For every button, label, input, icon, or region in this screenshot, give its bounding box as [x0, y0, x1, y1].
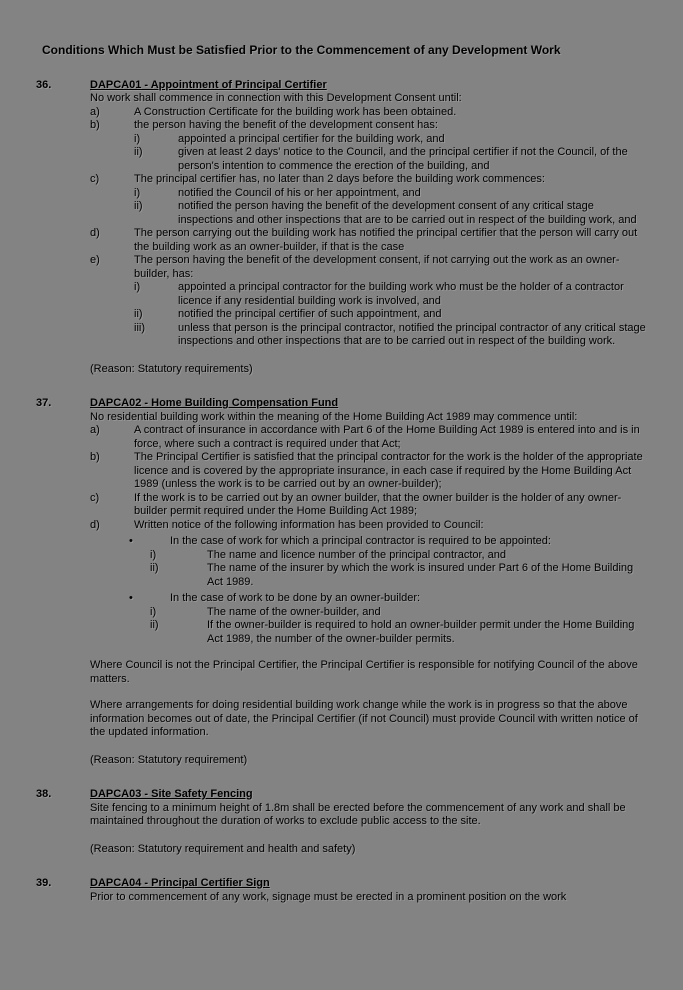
condition-37: [36, 397, 650, 767]
condition-heading: DAPCA02 - Home Building Compensation Fund: [90, 397, 339, 409]
list-item-label: b): [90, 451, 100, 463]
sub-list-item: [134, 308, 650, 322]
list-item-text: The principal certifier has, no later than 2 days before the building work commences:: [134, 173, 545, 185]
paragraph: Where Council is not the Principal Certifier, the Principal Certifier is responsible for notifying Council of the above matters.: [90, 659, 638, 685]
condition-heading: DAPCA04 - Principal Certifier Sign: [90, 877, 270, 889]
sub-item-text: notified the person having the benefit of the development consent of any critical stage inspections and other inspections that are to be carried out in respect of the building work, and: [178, 200, 637, 226]
condition-body: [90, 877, 650, 904]
reason-text: (Reason: Statutory requirement): [90, 753, 248, 766]
sub-item-label: ii): [150, 562, 159, 574]
condition-body: [90, 397, 650, 767]
condition-number: 39.: [36, 877, 52, 889]
sub-list-item: [134, 133, 650, 147]
bullet-sub-item: [134, 619, 650, 646]
sub-item-text: unless that person is the principal contractor, notified the principal contractor of any critical stage inspections and other inspections that are to be carried out in respect of the building work.: [178, 321, 646, 347]
list-item-d: [90, 227, 650, 254]
condition-intro: No residential building work within the meaning of the Home Building Act 1989 may commence until:: [90, 410, 578, 423]
condition-39: [36, 877, 650, 904]
condition-number: 36.: [36, 78, 52, 91]
sub-list-item: [134, 146, 650, 173]
list-item-text: A contract of insurance in accordance with Part 6 of the Home Building Act 1989 is entered into and is in force, where such a contract is required under that Act;: [134, 424, 640, 450]
list-item-d: [90, 519, 650, 647]
condition-text: Site fencing to a minimum height of 1.8m shall be erected before the commencement of any work and shall be maintained throughout the duration of works to exclude public access to the site.: [90, 801, 626, 827]
sub-item-label: ii): [134, 308, 143, 320]
list-item-label: d): [90, 227, 100, 239]
sub-list-item: [134, 281, 650, 308]
list-item-content: [129, 518, 650, 647]
condition-intro: No work shall commence in connection with this Development Consent until:: [90, 92, 462, 104]
sub-item-text: appointed a principal certifier for the building work, and: [178, 132, 445, 145]
sub-item-label: ii): [150, 619, 159, 631]
sub-item-label: iii): [134, 321, 145, 334]
list-item-text: Written notice of the following information has been provided to Council:: [134, 518, 484, 531]
list-item-content: [134, 119, 650, 173]
sub-item-text: notified the principal certifier of such appointment, and: [178, 308, 442, 320]
sub-item-label: i): [150, 548, 157, 561]
sub-item-text: given at least 2 days' notice to the Council, and the principal certifier if not the Council, of the person's intention to commence the erection of the building, and: [178, 146, 628, 172]
list-item-text: If the work is to be carried out by an owner builder, that the owner builder is the holder of any owner-builder permit required under the Home Building Act 1989;: [134, 491, 622, 517]
list-item-text: The person carrying out the building work has notified the principal certifier that the person will carry out the building work as an owner-builder, if that is the case: [134, 227, 638, 253]
list-item-c: [90, 492, 650, 519]
bullet-sub-item: [134, 606, 650, 620]
list-item-content: [134, 254, 650, 349]
bullet-item: [127, 592, 650, 606]
bullet-text: In the case of work for which a principal contractor is required to be appointed:: [170, 535, 551, 547]
condition-number: 38.: [36, 788, 52, 800]
list-item-text: A Construction Certificate for the building work has been obtained.: [134, 105, 457, 118]
list-item-label: a): [90, 105, 100, 118]
list-item-label: c): [90, 491, 100, 504]
sub-item-text: The name of the insurer by which the work is insured under Part 6 of the Home Building Act 1989.: [207, 562, 634, 588]
list-item-b: [90, 119, 650, 173]
list-item-a: [90, 106, 650, 120]
sub-item-label: ii): [134, 200, 143, 212]
list-item-c: [90, 173, 650, 227]
sub-item-text: The name of the owner-builder, and: [207, 605, 381, 618]
condition-text: Prior to commencement of any work, signage must be erected in a prominent position on the work: [90, 890, 567, 903]
list-item-b: [90, 451, 650, 492]
condition-body: [90, 79, 650, 377]
list-item-label: e): [90, 254, 100, 266]
condition-38: [36, 788, 650, 856]
sub-item-label: i): [150, 605, 157, 618]
sub-item-text: The name and licence number of the principal contractor, and: [207, 548, 507, 561]
list-item-label: d): [90, 518, 100, 531]
list-item-label: c): [90, 173, 100, 185]
sub-item-label: i): [134, 281, 141, 293]
bullet-item: [127, 535, 650, 549]
bullet-text: In the case of work to be done by an owner-builder:: [170, 592, 421, 604]
list-item-a: [90, 424, 650, 451]
list-item-e: [90, 254, 650, 349]
reason-text: (Reason: Statutory requirement and health and safety): [90, 842, 356, 855]
bullet-sub-item: [134, 562, 650, 589]
list-item-content: [134, 173, 650, 227]
condition-number: 37.: [36, 397, 52, 409]
condition-heading: DAPCA01 - Appointment of Principal Certifier: [90, 78, 327, 91]
bullet-sub-item: [134, 549, 650, 563]
list-item-text: The Principal Certifier is satisfied that the principal contractor for the work is the holder of the appropriate licence and is covered by the appropriate insurance, in each case if required by the Home Building Act 1989 (unless the work is to be carried out by an owner-builder);: [134, 451, 643, 490]
sub-item-text: notified the Council of his or her appointment, and: [178, 186, 421, 199]
sub-list-item: [134, 322, 650, 349]
sub-item-label: i): [134, 132, 141, 145]
sub-item-text: appointed a principal contractor for the building work who must be the holder of a contractor licence if any residential building work is involved, and: [178, 281, 624, 307]
sub-list-item: [134, 187, 650, 201]
sub-list-item: [134, 200, 650, 227]
paragraph: Where arrangements for doing residential building work change while the work is in progress so that the above information becomes out of date, the Principal Certifier (if not Council) must provide Council with written notice of the updated information.: [90, 699, 638, 738]
sub-item-label: ii): [134, 146, 143, 158]
condition-36: [36, 79, 650, 377]
page-title: Conditions Which Must be Satisfied Prior to the Commencement of any Development Work: [42, 43, 561, 57]
list-item-text: the person having the benefit of the development consent has:: [134, 119, 438, 131]
list-item-text: The person having the benefit of the development consent, if not carrying out the work as an owner-builder, has:: [134, 254, 620, 280]
condition-body: [90, 788, 650, 856]
list-item-label: b): [90, 119, 100, 131]
sub-item-text: If the owner-builder is required to hold an owner-builder permit under the Home Building Act 1989, the number of the owner-builder permits.: [207, 619, 635, 645]
bullet-icon: •: [129, 535, 133, 547]
sub-item-label: i): [134, 186, 141, 199]
condition-heading: DAPCA03 - Site Safety Fencing: [90, 788, 253, 800]
reason-text: (Reason: Statutory requirements): [90, 362, 253, 375]
bullet-icon: •: [129, 592, 133, 604]
list-item-label: a): [90, 424, 100, 436]
